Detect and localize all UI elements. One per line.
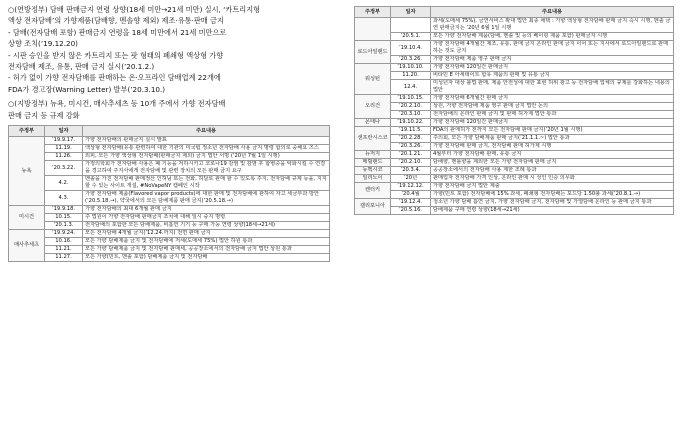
table-row [355,103,674,111]
table-row [9,238,330,246]
state-name-cell: 샌프란시스코 [355,127,391,151]
state-name-cell: 미시건 [9,206,45,230]
date-cell: ’20.2.28. [391,135,431,143]
content-cell: 전자담배의 온라인 판매 금지 및 판매 허가제 법안 통과 [431,111,674,119]
table-row [9,153,330,161]
table-row [9,191,330,206]
paragraph-line: 상향 조치(’19.12.20) [8,39,78,49]
date-cell: ’19.10.15. [391,95,431,103]
state-name-cell: 뉴욕 [9,137,45,206]
content-cell: 외피, 모든 가향 액상형 전자담배(판매금지 제외) 금지 법안 서명 (’20년 7월 1일 시행) [83,153,330,161]
content-cell: 모든 가향(민트, 멘솔 포함) 담배제품 금지 및 전자담배 [83,254,330,262]
content-cell: FDA의 판매허가 전까지 모든 전자담배 판매 금지(’20년 1월 시행) [431,127,674,135]
paragraph-line: - 담배(전자담배 포함) 판매금지 연령을 18세 미만에서 21세 미만으로 [8,27,227,37]
content-cell: 청소년 가향 담배 흡연 금지, 가향 전자담배 금지, 전자담배 및 가열담배 온라인 등 판매 금지 통과 [431,199,674,207]
content-cell: 가향 전자담배 4개월간 제조, 유통, 판매 금지 온라인 판매 금지 이어 또는 지사에서 로드아일랜드로 판매하는 것도 금지 [431,41,674,56]
date-cell: ’19.12.4. [391,199,431,207]
table-row [355,41,674,56]
right-column [354,6,674,215]
header-date: 일자 [391,7,431,18]
state-name-cell: 몬태나 [355,119,391,127]
date-cell: ’19.9.17. [45,137,83,145]
table-header-row [355,7,674,18]
date-cell: 4.2. [45,176,83,191]
content-cell: 상원, 가향 전자담배 제품 영구 판매 금지 법안 논의 [431,103,674,111]
date-cell: ’20년 [391,175,431,183]
table-row [9,176,330,191]
content-cell: 가향 전자담배 120일간 판매금지 [431,119,674,127]
table-row [355,159,674,167]
content-cell: 모든 가향 전자담배 제품(담배, 멘솔 및 등의 베이핑 제품 포함) 판매금지 시행 [431,33,674,41]
state-name-cell: 매사추세츠 [9,230,45,262]
table-row [355,135,674,143]
table-row [355,33,674,41]
state-name-cell: 뉴저지 [355,151,391,159]
state-name-cell: 오리건 [355,95,391,119]
date-cell: ’19.12.12. [391,183,431,191]
content-cell: 판매업자 전자담배 가격 인상, 온라인 판매 시 성인 인증 의무화 [431,175,674,183]
paragraph-line: ○(연방정부) 담배 판매금지 연령 상향(18세 미만→21세 미만) 실시, ‘카트리지형 [8,5,261,14]
content-cell: 가향 전자담배 제품(Flavored vapor products)에 대한 판매 및 전자담배에 관하여 자고 세금부과 방안(’20.5.18.→), 약국에서의 모든 담배제품 판매 금지(’20.5.18.→) [83,191,330,206]
paragraph-line: 판매 금지 등 규제 강화 [8,110,80,120]
content-cell: 주 법원이 가향 전자담배 판매금지 조치에 대해 일시 중지 명령 [83,214,330,222]
state-name-cell: 워싱턴 [355,64,391,95]
table-row [9,214,330,222]
date-cell: ’19.9.24. [45,230,83,238]
content-cell: 멘솔을 가진 전자담배 판매정산 인허님 또는 전화, 허달로 판매 할 수 있도록 주지, 전자담배 규제 등을, 지지할 수 있는 사이트 개설, #NoVapeNY 캠페인 시작 [83,176,330,191]
table-row [9,230,330,238]
content-cell: 공공장소에서의 전자담배 사용 제한 조례 통과 [431,167,674,175]
paragraph-line: - 허가 없이 가향 전자담배를 판매하는 온·오프라인 담배업계 22개에 [8,73,221,83]
date-cell: ’20.3.22. [45,161,83,176]
table-row [355,191,674,199]
content-cell: 모든 전자담배 4개월 금지(’12.24.까지) 전면 판매 금지 [83,230,330,238]
date-cell: ’20.4월 [391,191,431,199]
right-state-table [354,6,674,215]
date-cell: ’20.2.10. [391,103,431,111]
content-cell: 가향 전자담배 120일간 판매금지 [431,64,674,72]
content-cell: 미성년자 대상 불법 판매, 제품 안전성에 대한 표현 허위 광고 등 전자담배 업체의 규제를 강화하는 내용의 법안 [431,80,674,95]
table-row [355,18,674,33]
table-row [355,56,674,64]
table-row [355,167,674,175]
content-cell: 모든 가향 담배제품 금지 및 전자담배 판매세, 공공장소에서의 전자담배 금지 법안 상원 통과 [83,246,330,254]
date-cell: ’20.3.26. [391,143,431,151]
table-row [355,183,674,191]
table-row [355,151,674,159]
table-row [355,64,674,72]
table-row [355,207,674,215]
date-cell: 10.15. [45,214,83,222]
content-cell: 과세(도매세 75%), 금연서비스 확대 법안 최종 채택 : 가향 액상형 전자담배 판매 금지 즉시 시행, 멘솔 금연 판매금지는 ’20년 6월 1일 시행 [431,18,674,33]
date-cell: ’20.3.10. [391,111,431,119]
state-name-cell: 로드아일랜드 [355,41,391,64]
date-cell: 11.26. [45,153,83,161]
table-row [355,143,674,151]
table-row [355,111,674,119]
table-row [9,161,330,176]
table-row [9,222,330,230]
date-cell: 10.16. [45,238,83,246]
content-cell: 4월부터 가향 전자담배 판매, 유통 금지 [431,151,674,159]
left-state-table [8,125,330,262]
left-paragraphs [8,4,330,121]
date-cell: ’20.1.3. [45,222,83,230]
content-cell: 비타민 E 아세테이트 함유 제품의 판매 및 유통 금지 [431,72,674,80]
date-cell: 4.3. [45,191,83,206]
table-row [9,145,330,153]
date-cell: ’19.9.18. [45,206,83,214]
state-name-cell [355,18,391,41]
content-cell: 가향 전자담배의 최대 6개월 판매 금지 [83,206,330,214]
date-cell: 11.19. [45,145,83,153]
content-cell: 가향(민트 포함) 전자담배에 15% 과세, 폐쇄형 전자담배는 포드당 1.50불 과세(’20.8.1.→) [431,191,674,199]
content-cell: 가향 전자담배 금지 법안 제출 [431,183,674,191]
paragraph-line: FDA가 경고장(Warning Letter) 발부(’20.3.10.) [8,84,166,94]
header-state: 주정부 [355,7,391,18]
table-row [355,199,674,207]
table-row [9,137,330,145]
table-row [355,95,674,103]
header-content: 주요내용 [83,126,330,137]
date-cell: ’20.3.4. [391,167,431,175]
date-cell: 11.27. [45,254,83,262]
date-cell: ’20.5.16. [391,207,431,215]
content-cell: 주의회, 모든 가향 담배제품 판매 금지(’21.1.1.~) 법안 통과 [431,135,674,143]
date-cell: ’19.10.4. [391,41,431,56]
paragraph-line: - 시판 승인을 받지 않은 카트리지 또는 팟 형태의 폐쇄형 액상형 가향 [8,50,224,60]
table-row [355,175,674,183]
date-cell: 11.21. [45,246,83,254]
state-name-cell: 일리노이 [355,175,391,183]
date-cell: ’20.1.21. [391,151,431,159]
content-cell: 전자담배의 포함한 모든 담배제품, 비흡연 기기 등 구매 가능 연령 상향(18세→21세) [83,222,330,230]
table-row [9,206,330,214]
state-name-cell: 캘리포니아 [355,199,391,215]
paragraph-line: 액상 전자담배’의 가향제품(담배향, 멘솔향 제외) 제조·유통·판매 금지 [8,16,224,26]
content-cell: 가향 전자담배 6개월간 판매 금지 [431,95,674,103]
table-row [355,72,674,80]
content-cell: 가정의학회가 전자담배 사용은 폐 기능을 저하시키고 코로나19 감염 및 감염 후 합병증을 악화시킬 수 연결을 경고하여 주지사에게 전자담배 및 관련 장치의 모든 판매 금지 요구 [83,161,330,176]
content-cell: 담배향, 멘톨향을 제외한 모든 가향 전자담배 판매 금지 [431,159,674,167]
content-cell: 모든 가향 담배제품 금지 및 전자담배에 저세(도매세 75%) 법안 하원 통과 [83,238,330,246]
date-cell: 12.4. [391,80,431,95]
table-row [355,119,674,127]
state-name-cell: 뉴멕시코 [355,167,391,175]
date-cell: 11.20. [391,72,431,80]
state-name-cell: 메릴랜드 [355,159,391,167]
header-content: 주요내용 [431,7,674,18]
paragraph-line: ○(지방정부) 뉴욕, 미시건, 매사추세츠 등 10개 주에서 가향 전자담배 [8,99,226,109]
date-cell: ’19.10.10. [391,64,431,72]
header-date: 일자 [45,126,83,137]
content-cell: 가향 전자담배 판매 금지, 전자담배 판매 허가제 시행 [431,143,674,151]
left-column [8,4,330,262]
content-cell: 담배제품 구매 연령 상향(18세→21세) [431,207,674,215]
state-name-cell: 켄터키 [355,183,391,199]
date-cell: ’20.5.1. [391,33,431,41]
header-state: 주정부 [9,126,45,137]
paragraph-line: 전자담배 제조, 유통, 판매 금지 실시(’20.1.2.) [8,62,155,72]
date-cell: ’19.10.22. [391,119,431,127]
table-row [355,127,674,135]
content-cell: 가향 전자담배의 판매금지 실시 발표 [83,137,330,145]
table-row [9,254,330,262]
content-cell: 가향 전자담배 제품 영구 판매 금지 [431,56,674,64]
table-row [9,246,330,254]
content-cell: 액상형 전자담배(유통 관련하여 대한 기관의 미국립 정소년 전자담배 사용 금지 명령 합의로 중해요 즈스 [83,145,330,153]
date-cell: ’20.3.26. [391,56,431,64]
date-cell: ’19.11.5. [391,127,431,135]
table-row [355,80,674,95]
table-header-row [9,126,330,137]
date-cell: ’20.2.10. [391,159,431,167]
date-cell [391,18,431,33]
